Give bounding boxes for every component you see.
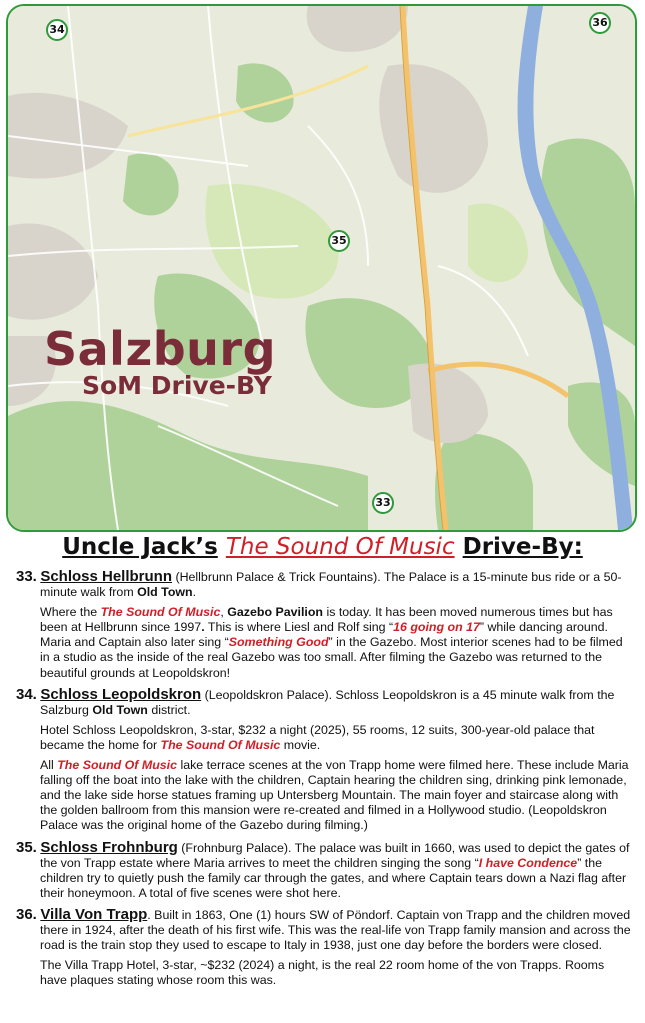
entry-intro-text: . Built in 1863, One (1) hours SW of Pöndorf. Captain von Trapp and the children moved there in 1924, after the death of his first wife. This was the real-life von Trapp family mansion and across the road is the train stop they used to escape to Italy in 1938, just one day before the borders were closed. — [40, 907, 631, 953]
heading-tail: Drive-By: — [462, 534, 583, 560]
entry-35 — [16, 840, 634, 901]
text: , — [220, 605, 228, 620]
location-list — [16, 569, 634, 994]
entry-name: Schloss Frohnburg — [40, 838, 178, 856]
text: is today. It has been moved numerous times but has been at Hellbrunn since 1997 — [40, 605, 613, 635]
bold-text: . — [201, 620, 205, 635]
map-marker-36[interactable]: 36 — [589, 12, 611, 34]
map-marker-35[interactable]: 35 — [328, 230, 350, 252]
entry-name: Schloss Leopoldskron — [40, 685, 202, 703]
entry-name: Villa Von Trapp — [40, 905, 148, 923]
movie-title: The Sound Of Music — [100, 605, 221, 620]
page-heading — [0, 532, 645, 562]
text: This is where Liesl and Rolf sing “ — [204, 620, 394, 635]
entry-intro-text: (Leopoldskron Palace). Schloss Leopoldskron is a 45 minute walk from the Salzburg — [40, 687, 615, 717]
entry-number: 34. — [16, 685, 37, 703]
entry-paragraph: The Villa Trapp Hotel, 3-star, ~$232 (2024) a night, is the real 22 room home of the von Trapps. Rooms have plaques stating whose room this was. — [40, 958, 605, 988]
entry-paragraph — [16, 758, 634, 833]
entry-paragraph — [16, 605, 634, 680]
text: lake terrace scenes at the von Trapp home were filmed here. These include Maria falling off the boat into the lake with the children, Captain hearing the children sing, drinking pink lemonade, and the lake side horse statues framing up Untersberg Mountain. The main foyer and staircase along with the golden ballroom from this mansion were re-created and filmed in a Hollywood studio. (Leopoldskron Palace was the original home of the Gazebo during filming.) — [40, 758, 629, 833]
entry-36 — [16, 907, 634, 988]
entry-intro-end: district. — [147, 702, 191, 717]
text: movie. — [280, 737, 321, 752]
entry-intro-text: (Hellbrunn Palace & Trick Fountains). The Palace is a 15-minute bus ride or a 50-minute walk from — [40, 570, 622, 600]
map[interactable] — [6, 4, 637, 532]
text: ” while dancing around. Maria and Captain also later sing “ — [40, 620, 608, 650]
heading-movie-title: The Sound Of Music — [225, 534, 455, 560]
map-canvas — [8, 6, 635, 530]
entry-number: 33. — [16, 568, 37, 585]
bold-text: Gazebo Pavilion — [227, 605, 323, 620]
song-title: I have Condence — [478, 855, 578, 870]
map-subtitle: SoM Drive-BY — [82, 371, 272, 400]
entry-number: 36. — [16, 905, 37, 923]
heading-lead: Uncle Jack’s — [62, 534, 218, 560]
entry-34 — [16, 687, 634, 834]
entry-intro — [16, 907, 634, 953]
entry-number: 35. — [16, 838, 37, 856]
movie-title: The Sound Of Music — [160, 737, 281, 752]
entry-paragraph — [16, 723, 634, 753]
map-marker-34[interactable]: 34 — [46, 19, 68, 41]
entry-name: Schloss Hellbrunn — [40, 568, 173, 585]
entry-intro-end: . — [192, 585, 197, 600]
entry-intro — [16, 569, 634, 600]
entry-intro-text: (Frohnburg Palace). The palace was built in 1660, was used to depict the gates of the von Trapp estate where Maria arrives to meet the children singing the song “ — [40, 840, 630, 870]
text: Hotel Schloss Leopoldskron, 3-star, $232 a night (2025), 55 rooms, 12 suits, 300-year-old palace that became the home for — [40, 722, 595, 752]
text: All — [40, 758, 58, 773]
entry-intro — [16, 687, 634, 718]
entry-intro-bold: Old Town — [137, 585, 193, 600]
entry-intro-text: ” the children try to quietly push the family car through the gates, and where Captain tears down a Nazi flag after their honeymoon. A total of five scenes were shot here. — [40, 855, 627, 900]
entry-intro-bold: Old Town — [92, 702, 148, 717]
text: ” in the Gazebo. Most interior scenes had to be filmed in a studio as the inside of the real Gazebo was too small. After filming the Gazebo was returned to the beautiful grounds at Leopoldskron! — [40, 635, 623, 680]
entry-intro — [16, 840, 634, 901]
entry-33 — [16, 569, 634, 681]
song-title: Something Good — [228, 635, 329, 650]
text: Where the — [40, 605, 101, 620]
movie-title: The Sound Of Music — [57, 758, 177, 773]
song-title: 16 going on 17 — [393, 620, 480, 635]
map-marker-33[interactable]: 33 — [372, 492, 394, 514]
map-title: Salzburg — [44, 322, 277, 376]
